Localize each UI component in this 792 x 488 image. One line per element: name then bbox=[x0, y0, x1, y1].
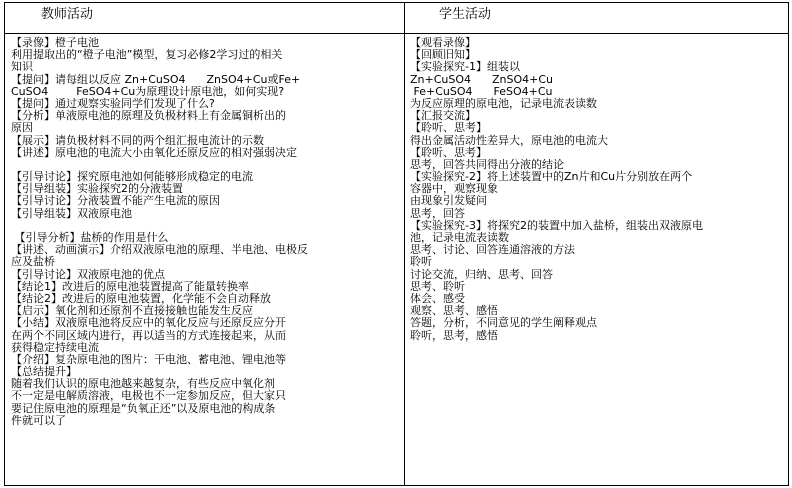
teacher-activity-line: 要记住原电池的原理是“负氧正还”以及原电池的构成条 bbox=[11, 401, 276, 415]
student-activity-line: 【聆听、思考】 bbox=[410, 145, 487, 159]
teacher-activity-line: 知识 bbox=[11, 60, 33, 74]
student-activity-line: 【聆听、思考】 bbox=[410, 121, 487, 135]
student-activity-header bbox=[405, 3, 789, 34]
student-activity-line: 观察、思考、感悟 bbox=[410, 304, 498, 318]
teacher-activity-line: 【引导讨论】分液装置不能产生电流的原因 bbox=[11, 194, 220, 208]
teacher-activity-line: 在两个不同区域内进行，再以适当的方式连接起来，从而 bbox=[11, 328, 286, 342]
teacher-activity-line: 【引导讨论】双液原电池的优点 bbox=[11, 267, 165, 281]
lesson-activity-table bbox=[4, 2, 789, 486]
student-activity-line: 池，记录电流表读数 bbox=[410, 231, 509, 244]
student-activity-line: 【实验探究-2】将上述装置中的Zn片和Cu片分别放在两个 bbox=[410, 170, 693, 184]
teacher-activity-line: 【引导组装】双液原电池 bbox=[11, 206, 132, 220]
teacher-activity-line: 【总结提升】 bbox=[11, 365, 77, 379]
student-activity-line: Zn+CuSO4 ZnSO4+Cu bbox=[410, 72, 554, 86]
teacher-activity-line: 随着我们认识的原电池越来越复杂，有些反应中氧化剂 bbox=[11, 377, 275, 391]
teacher-activity-line: 【展示】请负极材料不同的两个组汇报电流计的示数 bbox=[11, 133, 264, 147]
teacher-activity-line: 【启示】氧化剂和还原剂不直接接触也能发生反应 bbox=[11, 304, 253, 318]
teacher-activity-line: 利用提取出的“橙子电池”模型，复习必修2学习过的相关 bbox=[11, 48, 283, 62]
student-activity-line: 聆听 bbox=[410, 255, 432, 269]
student-activity-line: 【汇报交流】 bbox=[410, 109, 476, 123]
table-header-row bbox=[5, 3, 789, 34]
student-activity-line: 讨论交流，归纳、思考、回答 bbox=[410, 267, 553, 281]
student-activity-line: 为反应原理的原电池，记录电流表读数 bbox=[410, 96, 597, 110]
teacher-activity-line: 件就可以了 bbox=[11, 413, 66, 427]
teacher-activity-line: 不一定是电解质溶液，电极也不一定参加反应，但大家只 bbox=[11, 389, 286, 403]
teacher-activity-line: 【分析】单液原电池的原理及负极材料上有金属铜析出的 bbox=[11, 109, 286, 123]
teacher-activity-line: CuSO4 FeSO4+Cu为原理设计原电池，如何实现? bbox=[11, 84, 285, 98]
teacher-activity-cell bbox=[5, 34, 405, 486]
teacher-activity-header-text: 教师活动 bbox=[41, 7, 94, 22]
student-activity-line: 【观看录像】 bbox=[410, 36, 476, 49]
student-activity-cell bbox=[405, 34, 789, 486]
teacher-activity-line: 【结论1】改进后的原电池装置提高了能量转换率 bbox=[11, 279, 249, 293]
student-activity-line: 【回顾旧知】 bbox=[410, 48, 476, 62]
student-activity-line: 由现象引发疑问 bbox=[410, 194, 487, 208]
table-body-row bbox=[5, 34, 789, 486]
student-activity-line: 【实验探究-1】组装以 bbox=[410, 60, 520, 74]
student-activity-line: 聆听，思考，感悟 bbox=[410, 328, 498, 342]
student-activity-line: 思考，回答共同得出分液的结论 bbox=[410, 157, 564, 171]
teacher-activity-line: 【小结】双液原电池将反应中的氧化反应与还原反应分开 bbox=[11, 316, 286, 330]
teacher-activity-line: 【提问】通过观察实验同学们发现了什么? bbox=[11, 96, 215, 110]
teacher-activity-line: 【引导分析】盐桥的作用是什么 bbox=[11, 231, 169, 244]
teacher-activity-header bbox=[5, 3, 405, 34]
student-activity-line: 思考、聆听 bbox=[410, 279, 465, 293]
student-activity-line: 得出金属活动性差异大，原电池的电流大 bbox=[410, 133, 608, 147]
student-activity-line: 答题，分析，不同意见的学生阐释观点 bbox=[410, 316, 597, 330]
student-activity-header-text: 学生活动 bbox=[439, 7, 492, 22]
teacher-activity-line: 原因 bbox=[11, 121, 33, 135]
student-activity-line: 思考、讨论、回答连通溶液的方法 bbox=[410, 243, 575, 257]
student-activity-line: 【实验探究-3】将探究2的装置中加入盐桥，组装出双液原电 bbox=[410, 218, 703, 232]
teacher-activity-line: 【提问】请每组以反应 Zn+CuSO4 ZnSO4+Cu或Fe+ bbox=[11, 72, 301, 86]
teacher-activity-line: 【引导讨论】探究原电池如何能够形成稳定的电流 bbox=[11, 170, 253, 184]
student-activity-text bbox=[405, 34, 788, 342]
teacher-activity-line: 【讲述】原电池的电流大小由氧化还原反应的相对强弱决定 bbox=[11, 145, 297, 159]
teacher-activity-text bbox=[5, 34, 404, 427]
teacher-activity-line: 【介绍】复杂原电池的图片：干电池、蓄电池、锂电池等 bbox=[11, 352, 286, 366]
student-activity-line: 思考，回答 bbox=[410, 206, 465, 220]
student-activity-line: 容器中，观察现象 bbox=[410, 182, 498, 196]
teacher-activity-line: 【引导组装】实验探究2的分液装置 bbox=[11, 182, 183, 196]
teacher-activity-line: 【讲述、动画演示】介绍双液原电池的原理、半电池、电极反 bbox=[11, 243, 308, 257]
teacher-activity-line: 【结论2】改进后的原电池装置，化学能不会自动释放 bbox=[11, 291, 271, 305]
student-activity-line: Fe+CuSO4 FeSO4+Cu bbox=[410, 84, 553, 98]
student-activity-line: 体会、感受 bbox=[410, 291, 465, 305]
teacher-activity-line: 应及盐桥 bbox=[11, 255, 55, 269]
teacher-activity-line: 【录像】橙子电池 bbox=[11, 36, 99, 49]
teacher-activity-line: 获得稳定持续电流 bbox=[11, 340, 99, 354]
